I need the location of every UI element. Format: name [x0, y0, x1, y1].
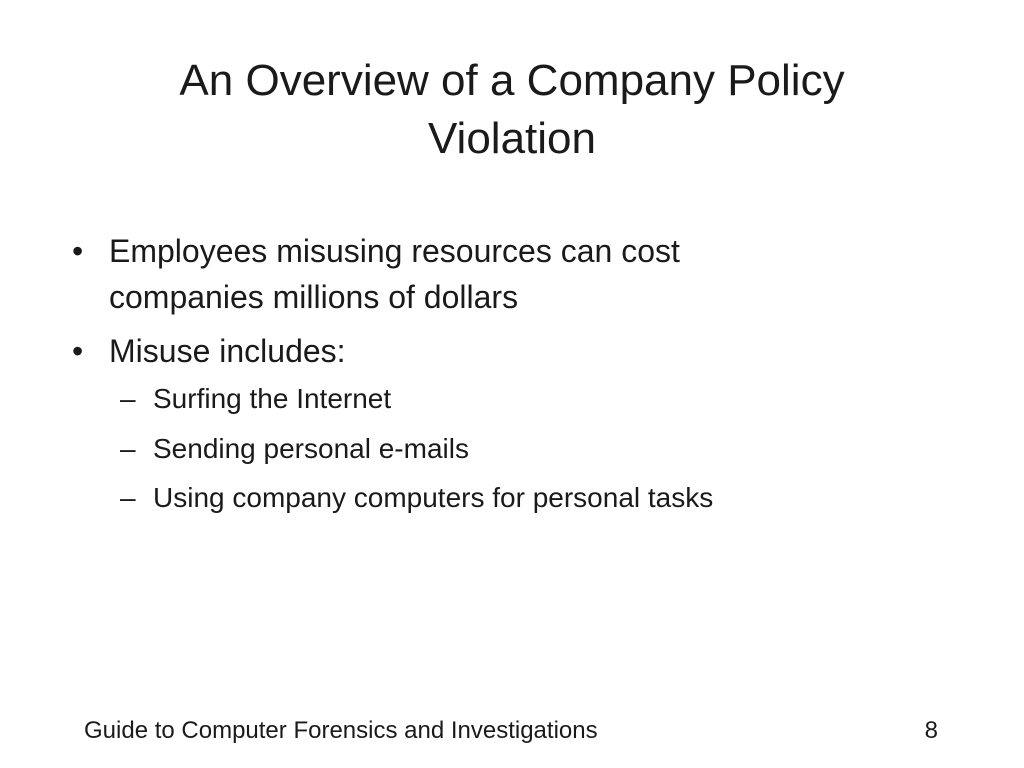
slide-title — [60, 52, 964, 168]
sub-bullet-text: Using company computers for personal tasks — [153, 482, 714, 513]
sub-bullet-marker: – — [120, 433, 136, 464]
bullet-marker: • — [72, 233, 84, 269]
bullet-text-line-1: Misuse includes: — [109, 333, 346, 369]
bullet-text-line-2: companies millions of dollars — [109, 279, 519, 315]
footer-title: Guide to Computer Forensics and Investigations — [84, 717, 598, 744]
bullet-marker: • — [72, 333, 84, 369]
bullet-text-line-1: Employees misusing resources can cost — [109, 233, 680, 269]
sub-bullet-text: Surfing the Internet — [153, 383, 392, 414]
bullet-text — [109, 328, 346, 374]
sub-bullet-text: Sending personal e-mails — [153, 433, 469, 464]
slide-title-line-1: An Overview of a Company Policy — [179, 56, 845, 105]
slide-title-line-2: Violation — [428, 114, 596, 163]
bullet-text — [109, 228, 680, 320]
sub-bullet-marker: – — [120, 482, 136, 513]
page-number: 8 — [924, 717, 938, 744]
sub-bullet-marker: – — [120, 383, 136, 414]
